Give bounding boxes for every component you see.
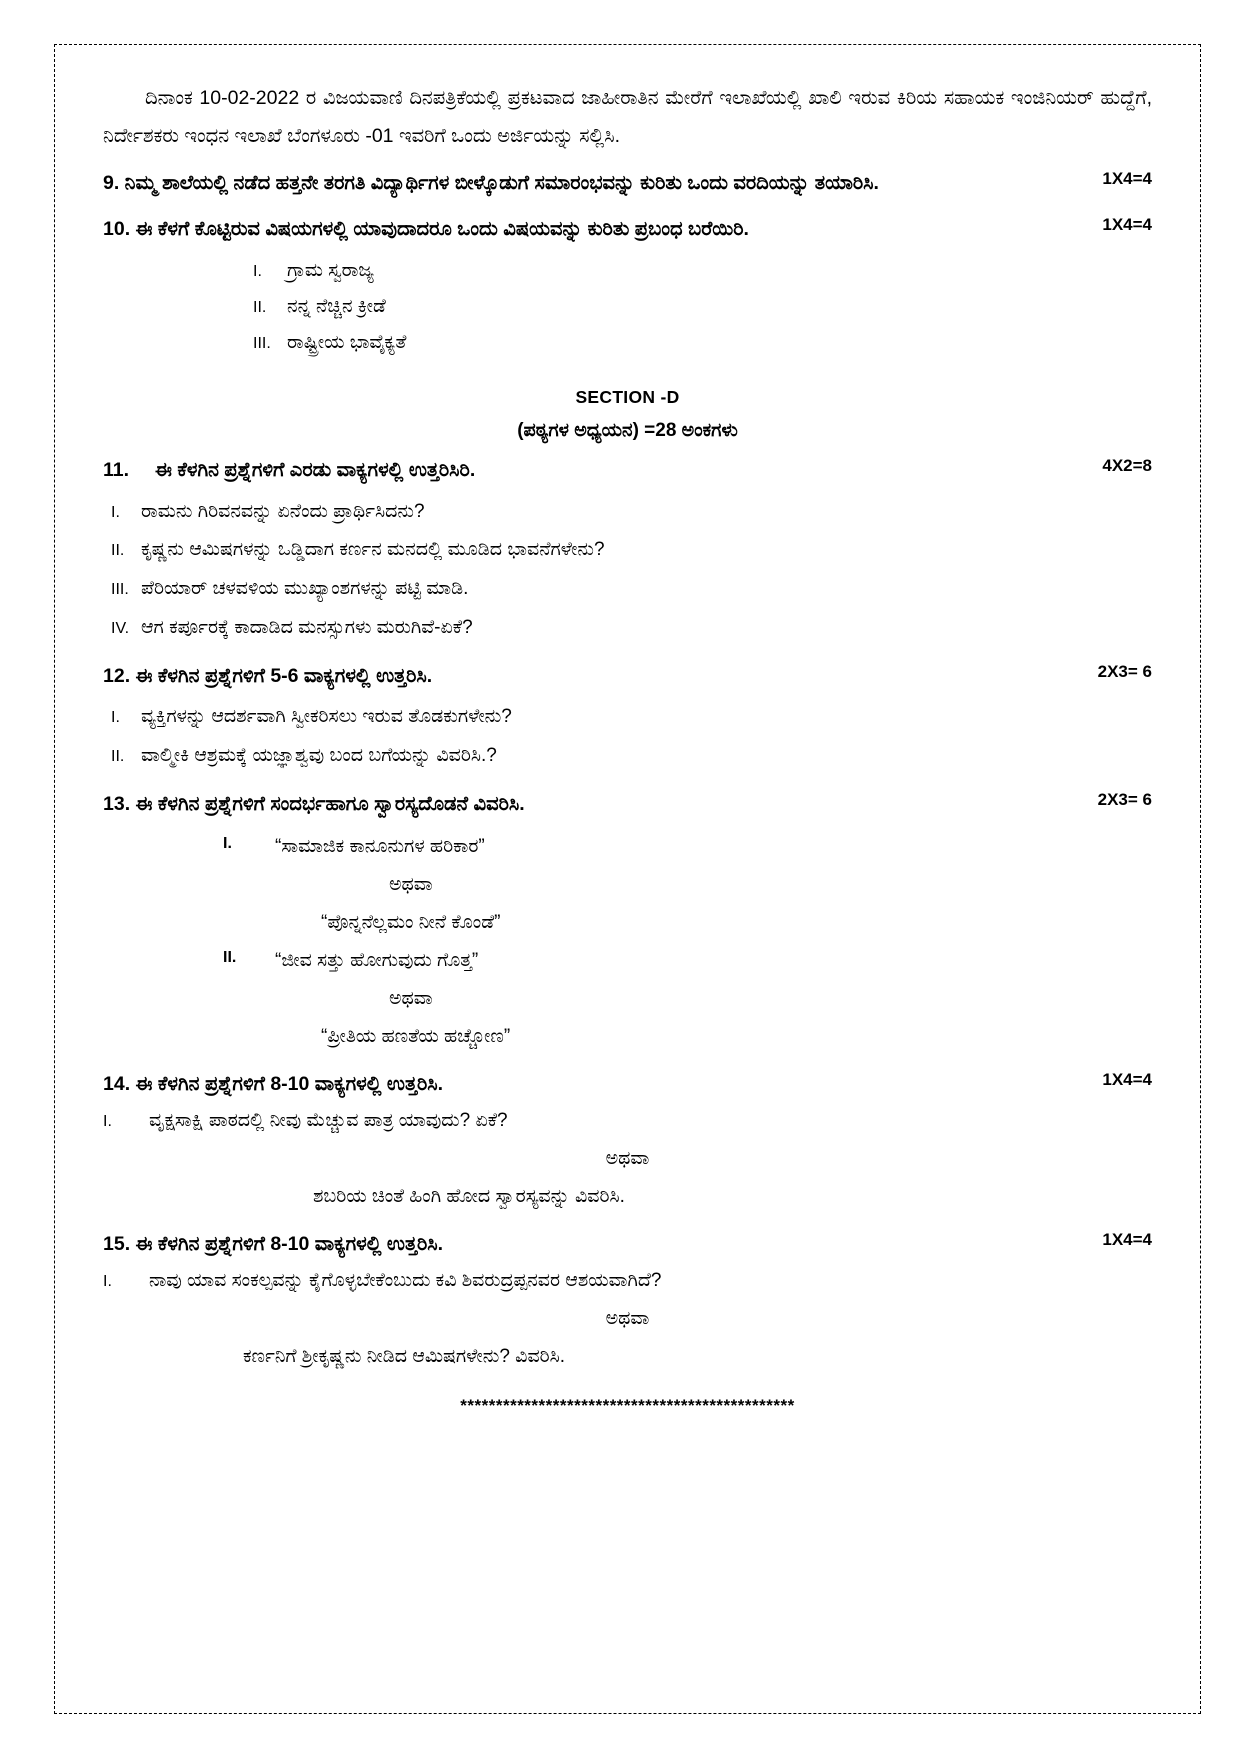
item-text: ರಾಮನು ಗಿರಿವನವನ್ನು ಏನೆಂದು ಪ್ರಾರ್ಥಿಸಿದನು? xyxy=(141,500,425,522)
question-13-quotes xyxy=(103,828,1152,1056)
quote-text: “ಜೀವ ಸತ್ತು ಹೋಗುವುದು ಗೊತ್ತ” xyxy=(275,950,479,972)
intro-paragraph xyxy=(103,79,1152,155)
question-10-subitems xyxy=(103,253,1152,361)
question-15-marks: 1X4=4 xyxy=(1102,1230,1152,1250)
intro-text: ದಿನಾಂಕ 10-02-2022 ರ ವಿಜಯವಾಣಿ ದಿನಪತ್ರಿಕೆಯಲ್ಲಿ ಪ್ರಕಟವಾದ ಜಾಹೀರಾತಿನ ಮೇರೆಗೆ ಇಲಾಖೆಯಲ್ಲಿ ಖಾಲಿ ಇರುವ ಕಿರಿಯ ಸಹಾಯಕ ಇಂಜಿನಿಯರ್ ಹುದ್ದೆಗೆ, ನಿರ್ದೇಶಕರು ಇಂಧನ ಇಲಾಖೆ ಬೆಂಗಳೂರು -01 ಇವರಿಗೆ ಒಂದು ಅರ್ಜಿಯನ್ನು ಸಲ್ಲಿಸಿ. xyxy=(103,87,1152,148)
list-item xyxy=(103,493,1152,532)
question-14-text: 14. ಈ ಕೆಳಗಿನ ಪ್ರಶ್ನೆಗಳಿಗೆ 8-10 ವಾಕ್ಯಗಳಲ್ಲಿ ಉತ್ತರಿಸಿ. xyxy=(103,1073,444,1096)
question-10-marks: 1X4=4 xyxy=(1102,215,1152,235)
item-numeral: I. xyxy=(223,835,232,853)
list-item xyxy=(103,531,1152,570)
question-11-items xyxy=(103,493,1152,649)
question-10-text: 10. ಈ ಕೆಳಗೆ ಕೊಟ್ಟಿರುವ ವಿಷಯಗಳಲ್ಲಿ ಯಾವುದಾದರೂ ಒಂದು ವಿಷಯವನ್ನು ಕುರಿತು ಪ್ರಬಂಧ ಬರೆಯಿರಿ. xyxy=(103,218,749,241)
list-item xyxy=(103,698,1152,737)
quote-item xyxy=(103,942,1152,980)
question-11-number: 11. xyxy=(103,459,130,482)
footer-stars: *********************************************** xyxy=(460,1396,795,1416)
page-border xyxy=(54,44,1201,1714)
item-numeral: III. xyxy=(111,581,129,599)
question-15-alt-text: ಕರ್ಣನಿಗೆ ಶ್ರೀಕೃಷ್ಣನು ನೀಡಿದ ಆಮಿಷಗಳೇನು? ವಿವರಿಸಿ. xyxy=(243,1346,566,1368)
list-item xyxy=(103,609,1152,648)
question-15-text: 15. ಈ ಕೆಳಗಿನ ಪ್ರಶ್ನೆಗಳಿಗೆ 8-10 ವಾಕ್ಯಗಳಲ್ಲಿ ಉತ್ತರಿಸಿ. xyxy=(103,1233,444,1256)
question-11-marks: 4X2=8 xyxy=(1102,456,1152,476)
item-text: ಗ್ರಾಮ ಸ್ವರಾಜ್ಯ xyxy=(287,260,374,282)
list-item xyxy=(103,570,1152,609)
item-numeral: II. xyxy=(111,542,125,560)
question-14-item xyxy=(103,1102,1152,1140)
quote-alt-text: “ಪೊನ್ನನೆಲ್ಲಮಂ ನೀನೆ ಕೊಂಡೆ” xyxy=(321,912,501,934)
list-item xyxy=(103,289,1152,325)
item-numeral: I. xyxy=(111,503,120,521)
question-14-marks: 1X4=4 xyxy=(1102,1070,1152,1090)
section-title: SECTION -D xyxy=(575,387,680,408)
question-13-text: 13. ಈ ಕೆಳಗಿನ ಪ್ರಶ್ನೆಗಳಿಗೆ ಸಂದರ್ಭಹಾಗೂ ಸ್ವಾರಸ್ಯದೊಡನೆ ವಿವರಿಸಿ. xyxy=(103,793,525,816)
question-9-text: 9. ನಿಮ್ಮ ಶಾಲೆಯಲ್ಲಿ ನಡೆದ ಹತ್ತನೇ ತರಗತಿ ವಿದ್ಯಾರ್ಥಿಗಳ ಬೀಳ್ಕೊಡುಗೆ ಸಮಾರಂಭವನ್ನು ಕುರಿತು ಒಂದು ವರದಿಯನ್ನು ತಯಾರಿಸಿ. xyxy=(103,172,879,195)
question-14-alt-label: ಅಥವಾ xyxy=(605,1148,650,1170)
question-13-marks: 2X3= 6 xyxy=(1097,790,1152,810)
item-numeral: II. xyxy=(223,949,237,967)
question-10 xyxy=(103,211,1152,247)
item-numeral: I. xyxy=(103,1113,112,1131)
list-item xyxy=(103,325,1152,361)
item-text: ರಾಷ್ಟ್ರೀಯ ಭಾವೈಕ್ಯತೆ xyxy=(287,332,407,354)
item-numeral: I. xyxy=(253,263,262,281)
item-numeral: III. xyxy=(253,335,271,353)
question-9 xyxy=(103,165,1152,201)
question-12-marks: 2X3= 6 xyxy=(1097,662,1152,682)
item-text: ಕೃಷ್ಣನು ಆಮಿಷಗಳನ್ನು ಒಡ್ಡಿದಾಗ ಕರ್ಣನ ಮನದಲ್ಲಿ ಮೂಡಿದ ಭಾವನೆಗಳೇನು? xyxy=(141,539,605,561)
question-11-body: ಈ ಕೆಳಗಿನ ಪ್ರಶ್ನೆಗಳಿಗೆ ಎರಡು ವಾಕ್ಯಗಳಲ್ಲಿ ಉತ್ತರಿಸಿರಿ. xyxy=(155,459,476,482)
quote-alt-text: “ಪ್ರೀತಿಯ ಹಣತೆಯ ಹಚ್ಚೋಣ” xyxy=(321,1026,511,1048)
item-text: ವ್ಯಕ್ತಿಗಳನ್ನು ಆದರ್ಶವಾಗಿ ಸ್ವೀಕರಿಸಲು ಇರುವ ತೊಡಕುಗಳೇನು? xyxy=(141,706,512,728)
section-subtitle: (ಪಠ್ಯಗಳ ಅಧ್ಯಯನ) =28 ಅಂಕಗಳು xyxy=(517,420,738,442)
question-15-alt-label: ಅಥವಾ xyxy=(605,1308,650,1330)
item-text: ಪೆರಿಯಾರ್ ಚಳವಳಿಯ ಮುಖ್ಯಾಂಶಗಳನ್ನು ಪಟ್ಟಿ ಮಾಡಿ. xyxy=(141,578,469,600)
item-numeral: IV. xyxy=(111,620,130,638)
item-numeral: II. xyxy=(111,748,125,766)
question-11 xyxy=(103,452,1152,488)
item-text: ವೃಕ್ಷಸಾಕ್ಷಿ ಪಾಠದಲ್ಲಿ ನೀವು ಮೆಚ್ಚುವ ಪಾತ್ರ ಯಾವುದು? ಏಕೆ? xyxy=(149,1110,508,1132)
item-text: ಆಗ ಕರ್ಪೂರಕ್ಕೆ ಕಾದಾಡಿದ ಮನಸ್ಸುಗಳು ಮರುಗಿವೆ-ಏಕೆ? xyxy=(141,617,473,639)
question-14 xyxy=(103,1066,1152,1102)
item-text: ನಾವು ಯಾವ ಸಂಕಲ್ಪವನ್ನು ಕೈಗೊಳ್ಳಬೇಕೆಂಬುದು ಕವಿ ಶಿವರುದ್ರಪ್ಪನವರ ಆಶಯವಾಗಿದೆ? xyxy=(149,1270,662,1292)
alternative-label: ಅಥವಾ xyxy=(389,874,433,896)
item-text: ವಾಲ್ಮೀಕಿ ಆಶ್ರಮಕ್ಕೆ ಯಜ್ಞಾಶ್ವವು ಬಂದ ಬಗೆಯನ್ನು ವಿವರಿಸಿ.? xyxy=(141,745,497,767)
question-15-item xyxy=(103,1262,1152,1300)
question-13 xyxy=(103,786,1152,822)
question-9-marks: 1X4=4 xyxy=(1102,169,1152,189)
quote-item xyxy=(103,828,1152,866)
question-15 xyxy=(103,1226,1152,1262)
quote-text: “ಸಾಮಾಜಿಕ ಕಾನೂನುಗಳ ಹರಿಕಾರ” xyxy=(275,836,485,858)
item-text: ನನ್ನ ನೆಚ್ಚಿನ ಕ್ರೀಡೆ xyxy=(287,296,386,318)
item-numeral: II. xyxy=(253,299,267,317)
item-numeral: I. xyxy=(111,709,120,727)
alternative-label: ಅಥವಾ xyxy=(389,988,433,1010)
question-11-text xyxy=(103,452,1062,488)
question-12-text: 12. ಈ ಕೆಳಗಿನ ಪ್ರಶ್ನೆಗಳಿಗೆ 5-6 ವಾಕ್ಯಗಳಲ್ಲಿ ಉತ್ತರಿಸಿ. xyxy=(103,665,433,688)
question-12-items xyxy=(103,698,1152,776)
question-12 xyxy=(103,658,1152,694)
question-14-alt-text: ಶಬರಿಯ ಚಿಂತೆ ಹಿಂಗಿ ಹೋದ ಸ್ವಾರಸ್ಯವನ್ನು ವಿವರಿಸಿ. xyxy=(313,1186,625,1208)
item-numeral: I. xyxy=(103,1273,112,1291)
list-item xyxy=(103,737,1152,776)
list-item xyxy=(103,253,1152,289)
